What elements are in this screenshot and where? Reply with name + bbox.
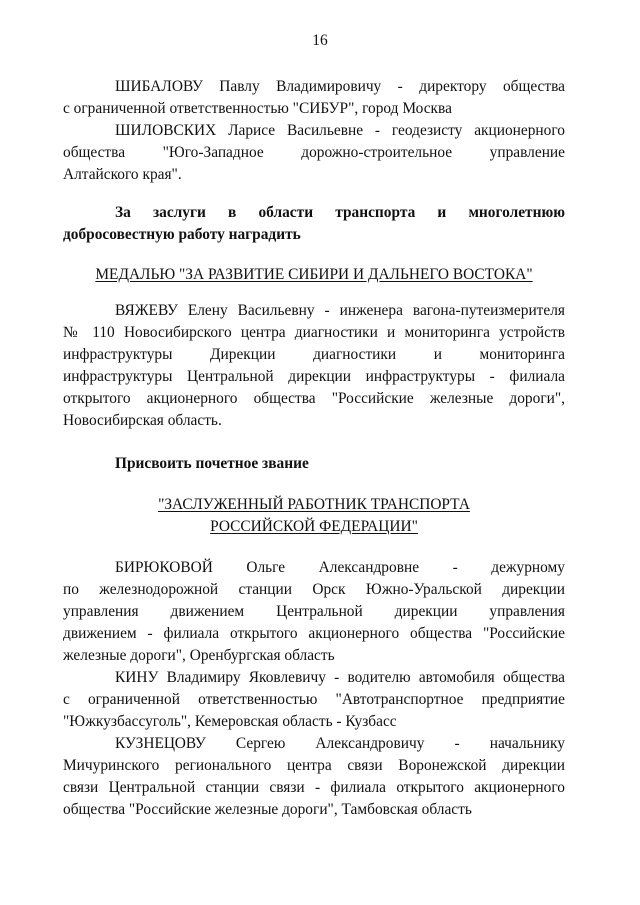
text-line: За заслуги в области транспорта и многолетнюю (115, 204, 565, 221)
text-line: БИРЮКОВОЙ Ольге Александровне - дежурному (115, 559, 565, 576)
paragraph-shilovskikh (63, 120, 565, 186)
medal-heading: МЕДАЛЬЮ "ЗА РАЗВИТИЕ СИБИРИ И ДАЛЬНЕГО ВОСТОКА" (95, 266, 533, 283)
text-line: № 110 Новосибирского центра диагностики и мониторинга устройств (63, 324, 565, 341)
text-line: ШИЛОВСКИХ Ларисе Васильевне - геодезисту акционерного (115, 122, 565, 139)
text-line: связи Центральной станции связи - филиала открытого акционерного (63, 779, 565, 796)
honorary-title-intro (63, 453, 565, 475)
text-line: железные дороги", Оренбургская область (63, 647, 335, 664)
heading-line: РОССИЙСКОЙ ФЕДЕРАЦИИ" (210, 518, 418, 535)
paragraph-vyazheva (63, 300, 565, 432)
text-line: КИНУ Владимиру Яковлевичу - водителю автомобиля общества (115, 669, 565, 686)
text-line: открытого акционерного общества "Российские железные дороги", (63, 390, 565, 407)
text-line: по железнодорожной станции Орск Южно-Уральской дирекции (63, 581, 565, 598)
text-line: общества "Российские железные дороги", Тамбовская область (63, 801, 472, 818)
paragraph-kinu (63, 667, 565, 733)
text-line: добросовестную работу наградить (63, 226, 301, 243)
text-line: инфраструктуры Дирекции диагностики и мониторинга (63, 346, 565, 363)
paragraph-shibalov (63, 76, 565, 120)
text-line: Новосибирская область. (63, 412, 222, 429)
page-number: 16 (312, 32, 328, 49)
text-line: общества "Юго-Западное дорожно-строительное управление (63, 144, 565, 161)
text-line: ВЯЖЕВУ Елену Васильевну - инженера вагона-путеизмерителя (115, 302, 565, 319)
text-line: движением - филиала открытого акционерного общества "Российские (63, 625, 565, 642)
text-line: "Южкузбассуголь", Кемеровская область - Кузбасс (63, 713, 397, 730)
text-line: с ограниченной ответственностью "СИБУР", город Москва (63, 100, 452, 117)
text-line: управления движением Центральной дирекции управления (63, 603, 565, 620)
text-line: Присвоить почетное звание (115, 455, 309, 472)
award-intro-bold (63, 202, 565, 246)
heading-line: "ЗАСЛУЖЕННЫЙ РАБОТНИК ТРАНСПОРТА (158, 496, 470, 513)
text-line: с ограниченной ответственностью "Автотранспортное предприятие (63, 691, 565, 708)
paragraph-biryukova (63, 557, 565, 667)
text-line: Алтайского края". (63, 166, 182, 183)
paragraph-kuznetsov (63, 733, 565, 821)
text-line: КУЗНЕЦОВУ Сергею Александровичу - начальнику (115, 735, 565, 752)
text-line: Мичуринского регионального центра связи Воронежской дирекции (63, 757, 565, 774)
honorary-title-heading (63, 494, 565, 538)
text-line: инфраструктуры Центральной дирекции инфраструктуры - филиала (63, 368, 565, 385)
text-line: ШИБАЛОВУ Павлу Владимировичу - директору общества (115, 78, 565, 95)
